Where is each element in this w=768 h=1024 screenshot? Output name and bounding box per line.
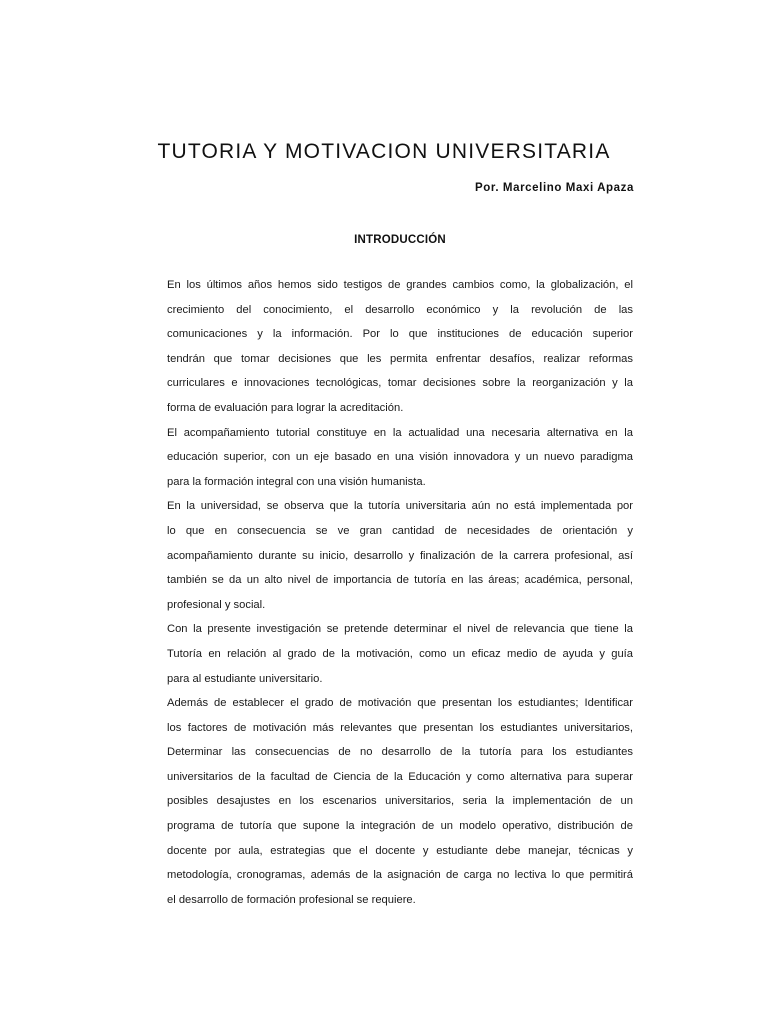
body-line: posibles desajustes en los escenarios universitarios, seria la implementación de un (167, 795, 633, 808)
document-title: TUTORIA Y MOTIVACION UNIVERSITARIA (157, 140, 611, 163)
body-line: lo que en consecuencia se ve gran cantidad de necesidades de orientación y (167, 524, 633, 537)
body-line: programa de tutoría que supone la integración de un modelo operativo, distribución de (167, 820, 633, 833)
section-heading-introduccion: INTRODUCCIÓN (354, 234, 446, 246)
body-text (167, 273, 633, 912)
body-line: para la formación integral con una visión humanista. (167, 475, 426, 488)
body-line: Tutoría en relación al grado de la motivación, como un eficaz medio de ayuda y guía (167, 647, 633, 660)
body-line: acompañamiento durante su inicio, desarrollo y finalización de la carrera profesional, así (167, 549, 633, 562)
body-line: Con la presente investigación se pretende determinar el nivel de relevancia que tiene la (167, 623, 633, 636)
body-line: universitarios de la facultad de Ciencia de la Educación y como alternativa para superar (167, 770, 633, 783)
body-line: comunicaciones y la información. Por lo que instituciones de educación superior (167, 328, 633, 341)
body-line: educación superior, con un eje basado en una visión innovadora y un nuevo paradigma (167, 451, 633, 464)
body-line: también se da un alto nivel de importancia de tutoría en las áreas; académica, personal, (167, 574, 633, 587)
body-line: docente por aula, estrategias que el docente y estudiante debe manejar, técnicas y (167, 844, 633, 857)
body-line: Determinar las consecuencias de no desarrollo de la tutoría para los estudiantes (167, 746, 633, 759)
body-line: metodología, cronogramas, además de la asignación de carga no lectiva lo que permitirá (167, 869, 633, 882)
body-line: crecimiento del conocimiento, el desarrollo económico y la revolución de las (167, 303, 633, 316)
body-line: El acompañamiento tutorial constituye en la actualidad una necesaria alternativa en la (167, 426, 633, 439)
author-byline: Por. Marcelino Maxi Apaza (474, 182, 634, 194)
body-line: En los últimos años hemos sido testigos de grandes cambios como, la globalización, el (167, 279, 633, 291)
body-line: el desarrollo de formación profesional se requiere. (167, 893, 416, 906)
body-line: profesional y social. (167, 598, 266, 611)
body-line: los factores de motivación más relevantes que presentan los estudiantes universitarios, (167, 721, 633, 734)
body-line: tendrán que tomar decisiones que les permita enfrentar desafíos, realizar reformas (167, 352, 633, 365)
body-line: En la universidad, se observa que la tutoría universitaria aún no está implementada por (167, 500, 633, 513)
body-line: curriculares e innovaciones tecnológicas, tomar decisiones sobre la reorganización y la (167, 377, 633, 390)
body-line: Además de establecer el grado de motivación que presentan los estudiantes; Identificar (167, 697, 633, 710)
body-line: para al estudiante universitario. (167, 672, 323, 685)
body-line: forma de evaluación para lograr la acreditación. (167, 401, 404, 414)
